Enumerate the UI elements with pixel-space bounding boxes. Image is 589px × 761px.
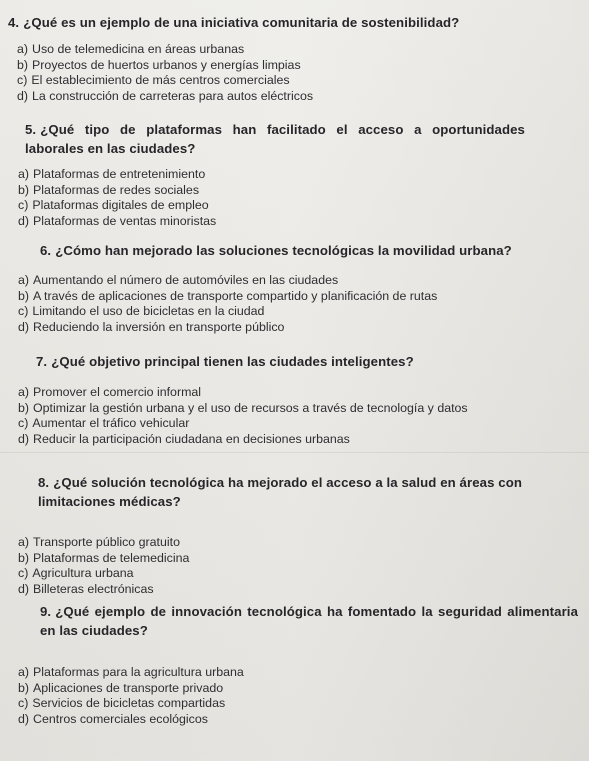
option-8a[interactable]: a) Transporte público gratuito xyxy=(18,535,180,549)
question-9-number: 9. xyxy=(40,604,52,619)
option-7a[interactable]: a) Promover el comercio informal xyxy=(18,385,202,399)
question-8-number: 8. xyxy=(38,475,50,490)
option-4b[interactable]: b) Proyectos de huertos urbanos y energías limpias xyxy=(17,57,301,72)
question-7-options xyxy=(18,385,468,447)
question-9-text: ¿Qué ejemplo de innovación tecnológica ha fomentado la seguridad alimentaria en las ciudades? xyxy=(40,604,578,638)
question-7-number: 7. xyxy=(36,354,48,369)
option-6d[interactable]: d) Reduciendo la inversión en transporte público xyxy=(18,319,285,334)
question-5-number: 5. xyxy=(25,122,37,137)
option-9d[interactable]: d) Centros comerciales ecológicos xyxy=(18,711,208,726)
question-9-options xyxy=(18,665,244,727)
option-7c[interactable]: c) Aumentar el tráfico vehicular xyxy=(18,416,190,430)
option-8c[interactable]: c) Agricultura urbana xyxy=(18,566,134,580)
question-4-options xyxy=(17,42,313,104)
option-5a[interactable]: a) Plataformas de entretenimiento xyxy=(18,167,206,181)
option-6c[interactable]: c) Limitando el uso de bicicletas en la ciudad xyxy=(18,304,265,318)
question-8 xyxy=(38,473,558,511)
question-5 xyxy=(25,120,525,158)
question-8-text: ¿Qué solución tecnológica ha mejorado el acceso a la salud en áreas con limitaciones médicas? xyxy=(38,475,523,509)
option-8d[interactable]: d) Billeteras electrónicas xyxy=(18,581,154,596)
question-4-number: 4. xyxy=(8,15,20,30)
paper-fold-line xyxy=(0,452,589,453)
option-9c[interactable]: c) Servicios de bicicletas compartidas xyxy=(18,696,226,710)
option-5b[interactable]: b) Plataformas de redes sociales xyxy=(18,182,200,197)
question-7 xyxy=(36,352,556,371)
option-9a[interactable]: a) Plataformas para la agricultura urbana xyxy=(18,665,244,679)
option-9b[interactable]: b) Aplicaciones de transporte privado xyxy=(18,680,224,695)
question-5-options xyxy=(18,167,216,229)
question-8-options xyxy=(18,535,189,597)
question-4 xyxy=(8,13,578,32)
question-6-number: 6. xyxy=(40,243,52,258)
option-4d[interactable]: d) La construcción de carreteras para autos eléctricos xyxy=(17,88,314,103)
question-9 xyxy=(40,602,578,640)
question-6-options xyxy=(18,273,437,335)
question-7-text: ¿Qué objetivo principal tienen las ciudades inteligentes? xyxy=(51,354,414,369)
option-6b[interactable]: b) A través de aplicaciones de transporte compartido y planificación de rutas xyxy=(18,288,438,303)
question-6 xyxy=(40,241,560,260)
question-6-text: ¿Cómo han mejorado las soluciones tecnológicas la movilidad urbana? xyxy=(55,243,512,258)
option-8b[interactable]: b) Plataformas de telemedicina xyxy=(18,550,190,565)
option-5c[interactable]: c) Plataformas digitales de empleo xyxy=(18,198,209,212)
option-7d[interactable]: d) Reducir la participación ciudadana en decisiones urbanas xyxy=(18,431,350,446)
option-7b[interactable]: b) Optimizar la gestión urbana y el uso de recursos a través de tecnología y datos xyxy=(18,400,468,415)
question-5-text: ¿Qué tipo de plataformas han facilitado el acceso a oportunidades laborales en las ciudades? xyxy=(25,122,525,156)
option-4c[interactable]: c) El establecimiento de más centros comerciales xyxy=(17,73,290,87)
option-4a[interactable]: a) Uso de telemedicina en áreas urbanas xyxy=(17,42,245,56)
option-6a[interactable]: a) Aumentando el número de automóviles en las ciudades xyxy=(18,273,339,287)
question-4-text: ¿Qué es un ejemplo de una iniciativa comunitaria de sostenibilidad? xyxy=(23,15,460,30)
option-5d[interactable]: d) Plataformas de ventas minoristas xyxy=(18,213,217,228)
